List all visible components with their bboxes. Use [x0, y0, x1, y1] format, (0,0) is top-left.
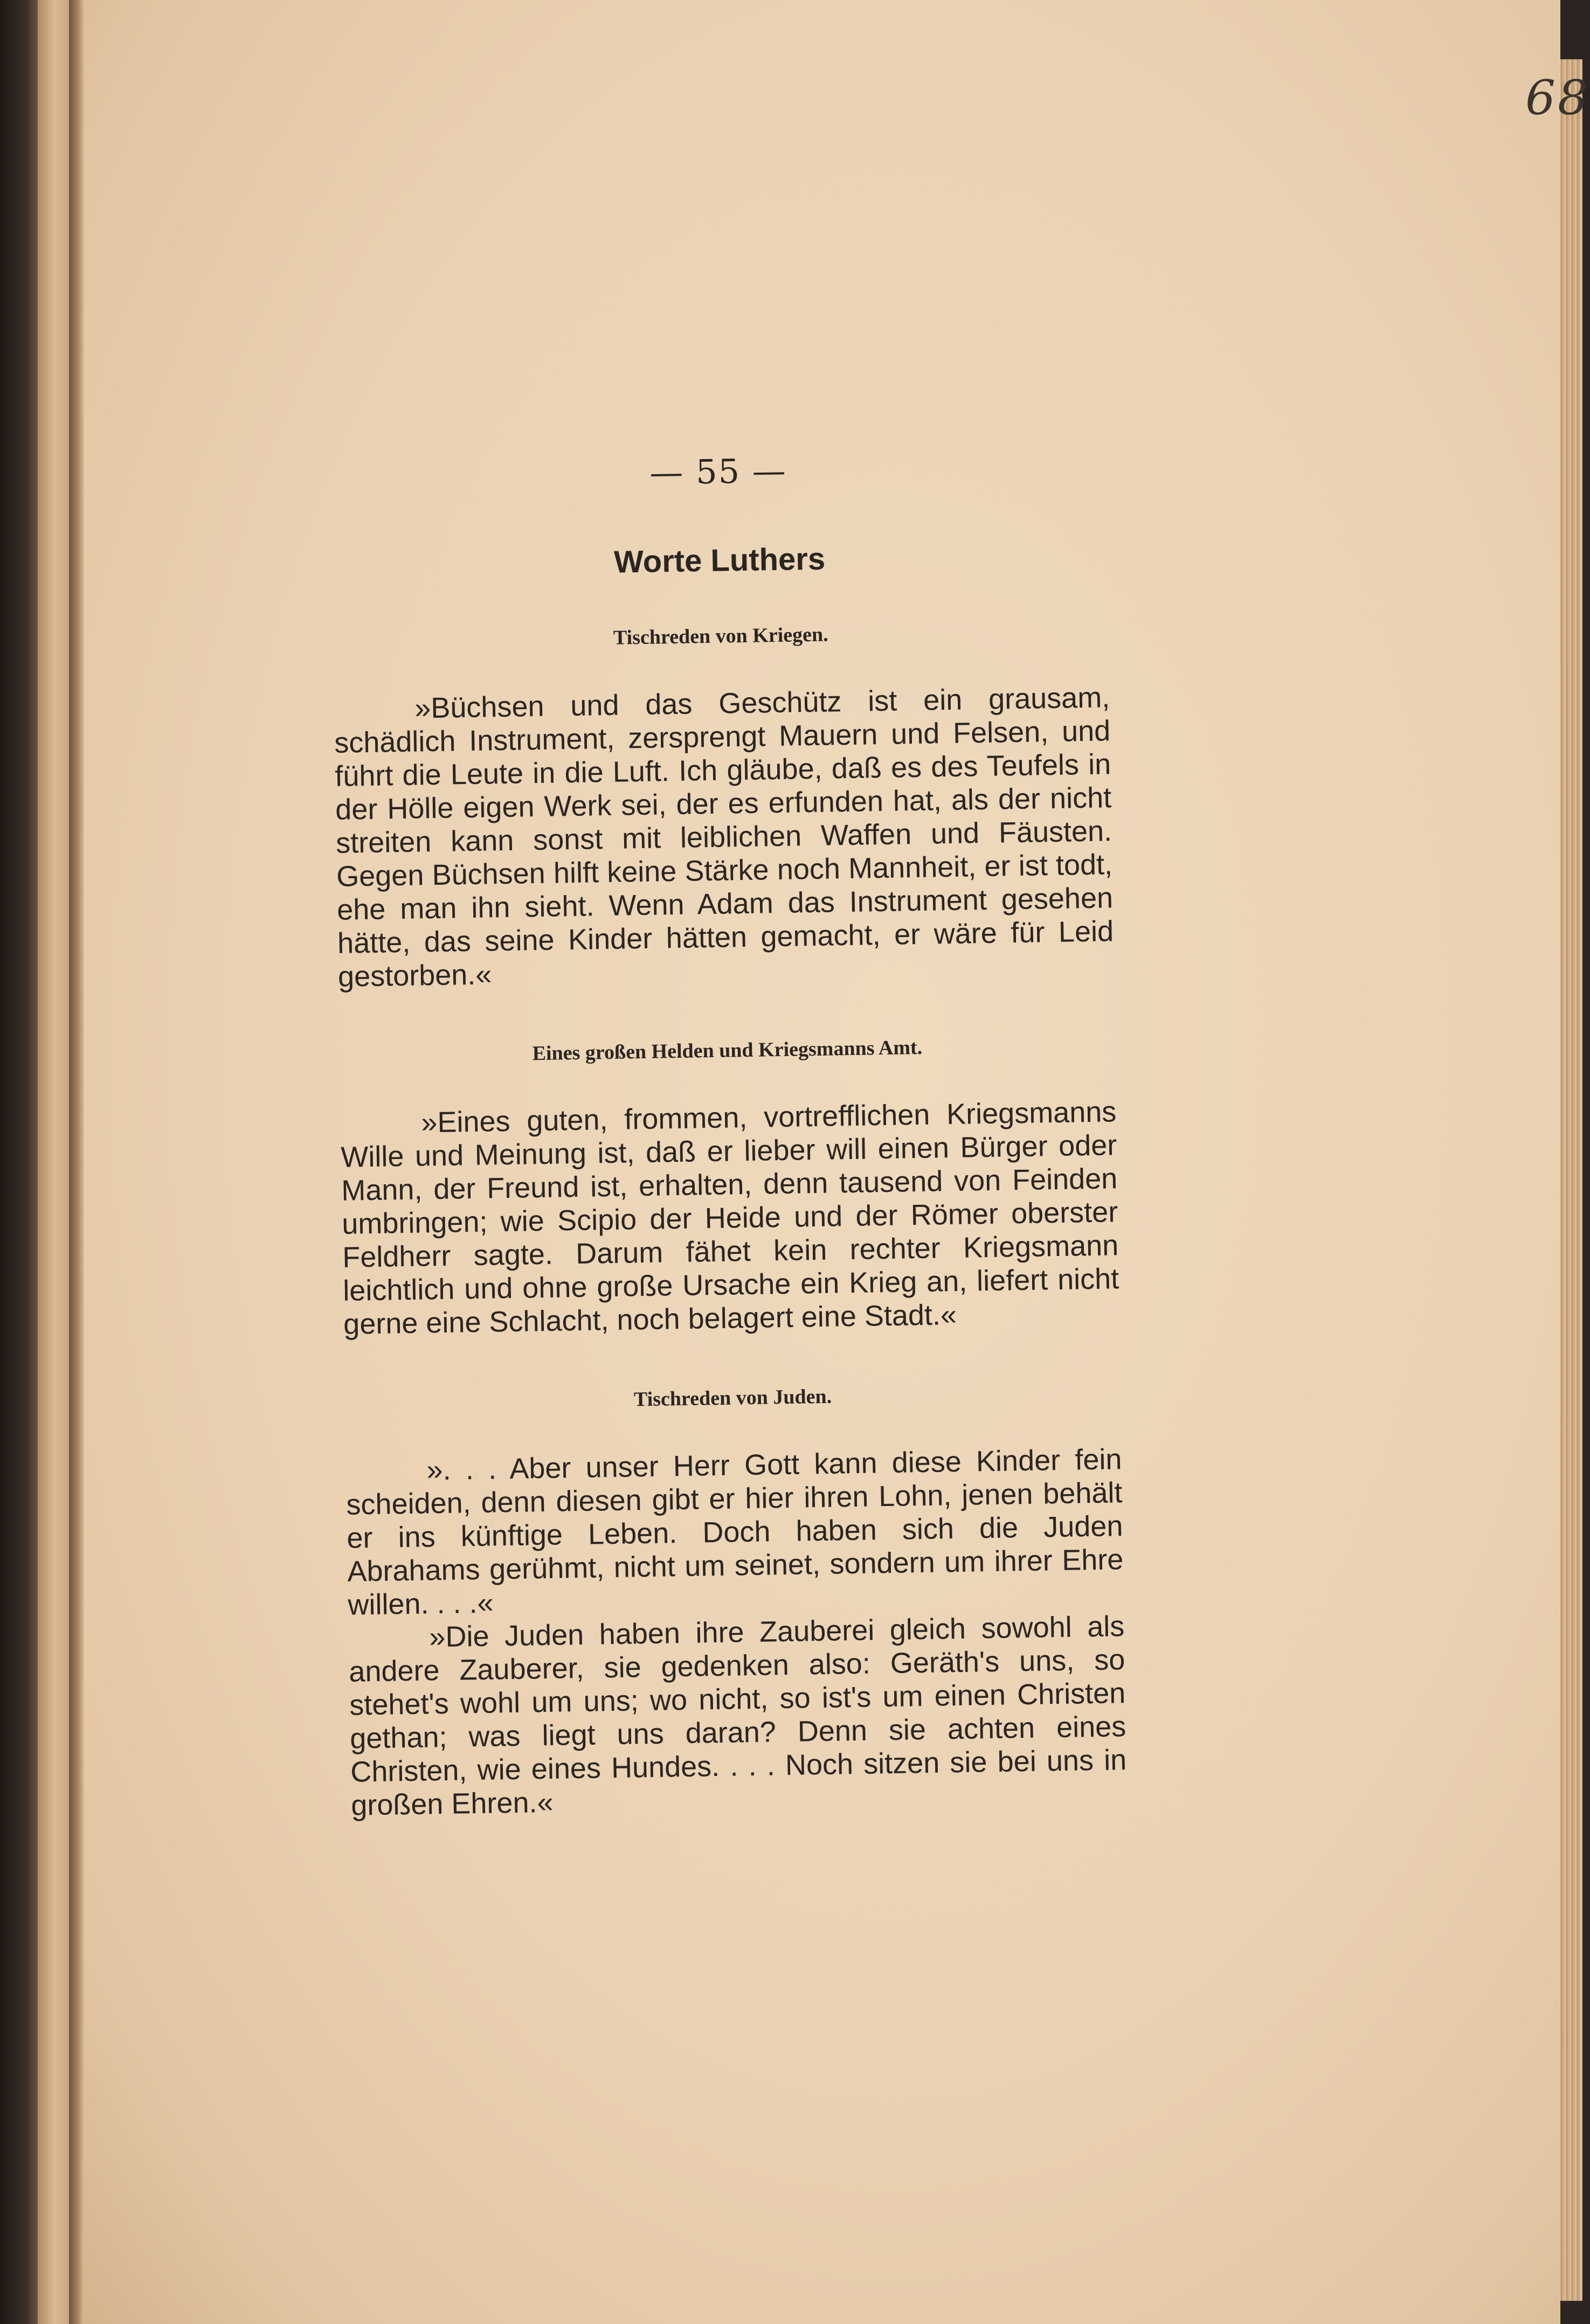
handwritten-folio-number: 68: [1525, 70, 1590, 126]
text-block: [330, 446, 1128, 1822]
paragraph-kriegen: »Büchsen und das Geschütz ist ein grausam, schädlich Instrument, zersprengt Mauern und Felsen, und führt die Leute in die Luft. Ich gläube, daß es des Teufels in der Hölle eigen Werk sei, der es erfunden hat, als der nicht streiten kann sonst mit leiblichen Waffen und Fäusten. Gegen Büchsen hilft keine Stärke noch Mannheit, er ist todt, ehe man ihn sieht. Wenn Adam das Instrument gesehen hätte, das seine Kinder hätten gemacht, er wäre für Leid gestorben.«: [334, 681, 1114, 993]
page-title: Worte Luthers: [613, 541, 826, 580]
page-number: — 55 —: [649, 450, 787, 492]
paragraph-juden-2: »Die Juden haben ihre Zauberei gleich sowohl als andere Zauberer, sie gedenken also: Geräth's uns, so stehet's wohl um uns; wo nicht, so ist's um einen Christen gethan; was liegt uns daran? Denn sie achten eines Christen, wie eines Hundes. . . . Noch sitzen sie bei uns in großen Ehren.«: [348, 1610, 1127, 1822]
book-gutter: [69, 0, 84, 2324]
section-heading-juden: Tischreden von Juden.: [633, 1385, 832, 1411]
paragraph-kriegsmann: »Eines guten, frommen, vortrefflichen Kriegsmanns Wille und Meinung ist, daß er lieber will einen Bürger oder Mann, der Freund ist, erhalten, denn tausend von Feinden umbringen; wie Scipio der Heide und der Römer oberster Feldherr sagte. Darum fähet kein rechter Kriegsmann leichtlich und ohne große Ursache ein Krieg an, liefert nicht gerne eine Schlacht, noch belagert eine Stadt.«: [340, 1095, 1119, 1341]
section-heading-kriegen: Tischreden von Kriegen.: [613, 623, 828, 649]
book-spine: [0, 0, 38, 2324]
section-heading-kriegsmann: Eines großen Helden und Kriegsmanns Amt.: [532, 1036, 923, 1065]
paragraph-juden-1: ». . . Aber unser Herr Gott kann diese Kinder fein scheiden, denn diesen gibt er hier ihren Lohn, jenen behält er ins künftige Leben. Doch haben sich die Juden Abrahams gerühmt, nicht um seinet, sondern um ihrer Ehre willen. . . .«: [346, 1443, 1124, 1621]
